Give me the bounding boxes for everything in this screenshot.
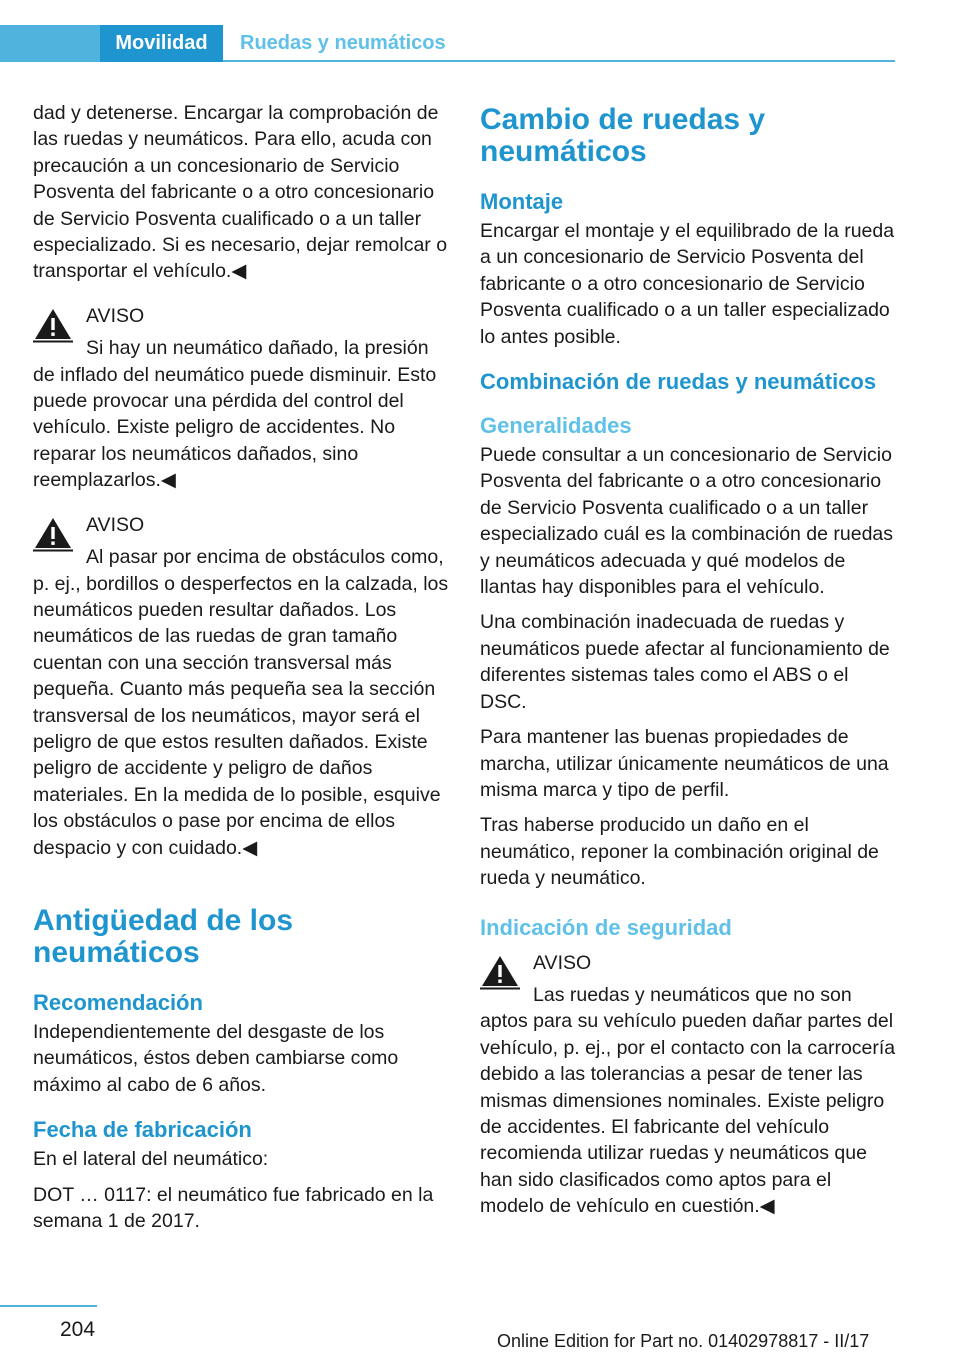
warning-triangle-icon [33, 307, 73, 343]
warning-text: Si hay un neumático dañado, la presión de inflado del neumático puede disminuir. Esto puede provocar una pérdida del control del vehículo. Existe peligro de accidentes. No reparar los neumáticos dañados, sino reemplazarlos.◀ [33, 337, 437, 492]
edition-label: Online Edition for Part no. 01402978817 - II/17 [497, 1331, 870, 1351]
warning-block [480, 950, 898, 1220]
warning-block [33, 512, 451, 861]
general-paragraph: Para mantener las buenas propiedades de marcha, utilizar únicamente neumáticos de una misma marca y tipo de perfil. [480, 726, 889, 801]
warning-block [33, 303, 451, 494]
section-heading: Antigüedad de los neumáticos [33, 903, 294, 969]
warning-triangle-icon [33, 516, 73, 552]
footer-rule [0, 1305, 97, 1307]
recommendation-paragraph: Independientemente del desgaste de los neumáticos, éstos deben cambiarse como máximo al cabo de 6 años. [33, 1020, 399, 1096]
header-rule [223, 60, 895, 62]
general-paragraph: Tras haberse producido un daño en el neumático, reponer la combinación original de rueda y neumático. [480, 814, 879, 890]
subsection-heading: Combinación de ruedas y neumáticos [480, 369, 877, 395]
mounting-paragraph: Encargar el montaje y el equilibrado de la rueda a un concesionario de Servicio Posventa del fabricante o a otro concesionario de Servicio Posventa cualificado o a un taller especializado lo antes posible. [480, 220, 895, 348]
sub-subsection-heading: Indicación de seguridad [480, 914, 732, 940]
warning-text: Al pasar por encima de obstáculos como, p. ej., bordillos o desperfectos en la calzada, los neumáticos pueden resultar dañados. Los neumáticos de las ruedas de gran tamaño cuentan con una sección transversal más pequeña. Cuanto más pequeña sea la sección transversal de los neumáticos, mayor será el peligro de que estos resulten dañados. Existe peligro de accidente y peligro de daños materiales. En la medida de lo posible, esquive los obstáculos o pase por encima de ellos despacio y con cuidado.◀ [33, 546, 449, 859]
warning-triangle-icon [480, 954, 520, 990]
general-paragraph: Puede consultar a un concesionario de Servicio Posventa del fabricante o a otro concesionario de Servicio Posventa cualificado o a un taller especializado cuál es la combinación de ruedas y neumáticos adecuada y qué modelos de llantas hay disponibles para el vehículo. [480, 444, 894, 599]
intro-paragraph: dad y detenerse. Encargar la comprobación de las ruedas y neumáticos. Para ello, acuda con precaución a un concesionario de Servicio Posventa del fabricante o a otro concesionario de Servicio Posventa cualificado o a un taller especializado. Si es necesario, dejar remolcar o transportar el vehículo.◀ [33, 102, 448, 283]
header-chapter-title: Ruedas y neumáticos [240, 32, 446, 54]
left-column [33, 100, 451, 1243]
warning-title: AVISO [533, 951, 592, 974]
header-accent-bar [0, 25, 100, 62]
page-header [0, 0, 895, 62]
warning-title: AVISO [86, 513, 145, 536]
dot-code-paragraph: DOT … 0117: el neumático fue fabricado en la semana 1 de 2017. [33, 1183, 434, 1232]
manufacture-date-paragraph: En el lateral del neumático: [33, 1148, 269, 1171]
subsection-heading: Recomendación [33, 989, 203, 1015]
general-paragraph: Una combinación inadecuada de ruedas y neumáticos puede afectar al funcionamiento de diferentes sistemas tales como el ABS o el DSC. [480, 611, 890, 713]
sub-subsection-heading: Generalidades [480, 413, 632, 439]
page-number: 204 [60, 1318, 96, 1341]
section-heading: Cambio de ruedas y neumáticos [480, 103, 766, 168]
subsection-heading: Fecha de fabricación [33, 1117, 252, 1143]
warning-title: AVISO [86, 304, 145, 327]
subsection-heading: Montaje [480, 189, 564, 214]
header-section-tab: Movilidad [100, 25, 223, 62]
warning-text: Las ruedas y neumáticos que no son aptos para su vehículo pueden dañar partes del vehículo, p. ej., por el contacto con la carrocería debido a las tolerancias a pesar de tener las mismas dimensiones nominales. Existe peligro de accidentes. El fabricante del vehículo recomienda utilizar ruedas y neumáticos que han sido clasificados como aptos para el modelo de vehículo en cuestión.◀ [480, 983, 896, 1218]
right-column [480, 100, 898, 1229]
